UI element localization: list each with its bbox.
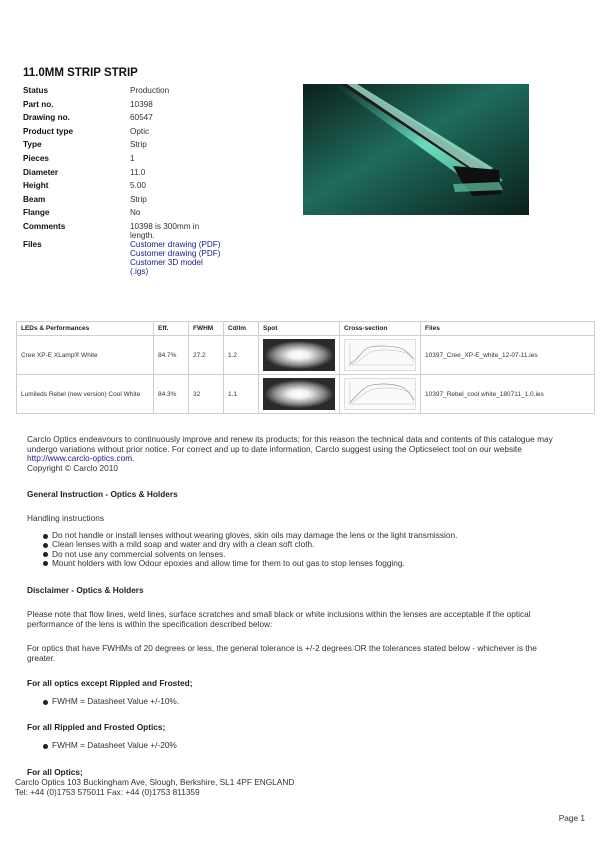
cdlm-value: 1.1 (224, 375, 259, 414)
file-link-customer-3d-model[interactable]: Customer 3D model (.igs) (130, 257, 203, 276)
performance-table (16, 321, 595, 414)
file-link-customer-drawing-pdf-1[interactable]: Customer drawing (PDF) (130, 239, 221, 249)
header-leds: LEDs & Performances (17, 322, 154, 336)
spec-row (23, 127, 223, 141)
spec-key: Product type (23, 126, 74, 136)
rippled-list (43, 741, 177, 750)
ies-file-link[interactable]: 10397_Cree_XP-E_white_12-07-11.ies (425, 351, 538, 359)
led-name: Cree XP-E XLamp® White (17, 336, 154, 375)
cross-section-plot (344, 378, 416, 410)
header-spot: Spot (259, 322, 340, 336)
copyright-text: Copyright © Carclo 2010 (27, 462, 118, 473)
spec-key: Pieces (23, 153, 49, 163)
rippled-heading: For all Rippled and Frosted Optics; (27, 722, 166, 732)
spec-value: 11.0 (130, 167, 146, 177)
disclaimer-text: Carclo Optics endeavours to continuously improve and renew its products; for this reason the technical data and contents of this catalogue may undergo variations without prior notice. For correct and up to date information, Carclo suggest using the Opticselect tool on our website (27, 434, 553, 454)
footer-phone: Tel: +44 (0)1753 575011 Fax: +44 (0)1753 811359 (15, 786, 200, 797)
spec-key: Status (23, 86, 49, 95)
cross-section-plot (344, 339, 416, 371)
spec-row (23, 208, 223, 222)
fwhm-value: 32 (189, 375, 224, 414)
all-optics-heading: For all Optics; (27, 767, 83, 777)
cdlm-value: 1.2 (224, 336, 259, 375)
website-link[interactable]: http://www.carclo-optics.com (27, 453, 133, 464)
list-item: Do not use any commercial solvents on lenses. (43, 550, 457, 559)
list-item: Do not handle or install lenses without wearing gloves, skin oils may damage the lens or the light transmission. (43, 531, 457, 540)
eff-value: 84.7% (154, 336, 189, 375)
spec-row (23, 86, 223, 100)
spec-key: Type (23, 140, 42, 150)
spec-row (23, 222, 223, 240)
spec-table (23, 86, 223, 276)
footer (15, 778, 294, 797)
spec-row (23, 181, 223, 195)
list-item: FWHM = Datasheet Value +/-10%. (43, 697, 179, 706)
list-item: Clean lenses with a mild soap and water and dry with a clean soft cloth. (43, 540, 457, 549)
disclaimer-paragraph: Carclo Optics endeavours to continuously improve and renew its products; for this reason the technical data and contents of this catalogue may undergo variations without prior notice. For correct and up to date information, Carclo suggest using the Opticselect tool on our website http://www.carclo-optics.com. Copyright © Carclo 2010 (27, 434, 553, 473)
except-rippled-heading: For all optics except Rippled and Frosted; (27, 678, 193, 688)
spec-value: 10398 (130, 99, 153, 109)
spec-row (23, 113, 223, 127)
spec-value: Strip (130, 140, 147, 150)
header-fwhm: FWHM (189, 322, 224, 336)
list-item: Mount holders with low Odour epoxies and allow time for them to out gas to stop lenses fogging. (43, 559, 457, 568)
spot-image (263, 378, 335, 410)
spec-value: 60547 (130, 113, 153, 123)
spec-key: Diameter (23, 167, 59, 177)
file-link-customer-drawing-pdf-2[interactable]: Customer drawing (PDF) (130, 248, 221, 258)
spec-row (23, 140, 223, 154)
spec-row-files (23, 240, 223, 276)
spec-value: No (130, 208, 141, 218)
page-title: 11.0MM STRIP STRIP (23, 67, 138, 79)
spec-row (23, 195, 223, 209)
except-rippled-list (43, 697, 179, 706)
header-cdlm: Cd/lm (224, 322, 259, 336)
header-eff: Eff. (154, 322, 189, 336)
led-name: Lumileds Rebel (new version) Cool White (17, 375, 154, 414)
spec-row (23, 154, 223, 168)
spec-key: Part no. (23, 99, 54, 109)
spec-key: Beam (23, 194, 46, 204)
spec-value: Production (130, 86, 170, 95)
files-list (130, 240, 223, 276)
spec-row (23, 168, 223, 182)
spot-image (263, 339, 335, 371)
spec-key: Height (23, 181, 49, 191)
table-row (17, 336, 595, 375)
flow-lines-paragraph: Please note that flow lines, weld lines, surface scratches and small black or white inclusions within the lenses are acceptable if the optical performance of the lens is within the specification described below: (27, 609, 531, 629)
list-item: FWHM = Datasheet Value +/-20% (43, 741, 177, 750)
footer-address: Carclo Optics 103 Buckingham Ave, Slough, Berkshire, SL1 4PF ENGLAND (15, 777, 295, 787)
handling-list (43, 531, 457, 568)
table-row (17, 375, 595, 414)
page-number: Page 1 (558, 813, 585, 823)
header-cross-section: Cross-section (340, 322, 421, 336)
spec-key: Drawing no. (23, 113, 70, 123)
spec-value: 10398 is 300mm in length. (130, 221, 200, 240)
header-files: Files (421, 322, 595, 336)
spec-key: Flange (23, 208, 50, 218)
spec-key: Files (23, 239, 42, 249)
general-instruction-heading: General Instruction - Optics & Holders (27, 489, 178, 499)
fwhm-value: 27.2 (189, 336, 224, 375)
eff-value: 84.3% (154, 375, 189, 414)
disclaimer-heading: Disclaimer - Optics & Holders (27, 585, 144, 595)
spec-value: Optic (130, 126, 150, 136)
spec-row (23, 100, 223, 114)
ies-file-link[interactable]: 10397_Rebel_cool white_180711_1.0.ies (425, 390, 544, 398)
handling-subheading: Handling instructions (27, 513, 105, 523)
spec-key: Comments (23, 221, 66, 231)
spec-value: 5.00 (130, 181, 146, 191)
spec-value: Strip (130, 194, 147, 204)
product-photo (303, 84, 529, 215)
spec-value: 1 (130, 153, 135, 163)
tolerance-paragraph: For optics that have FWHMs of 20 degrees or less, the general tolerance is +/-2 degrees OR the tolerances stated below - whichever is the greater. (27, 643, 537, 663)
